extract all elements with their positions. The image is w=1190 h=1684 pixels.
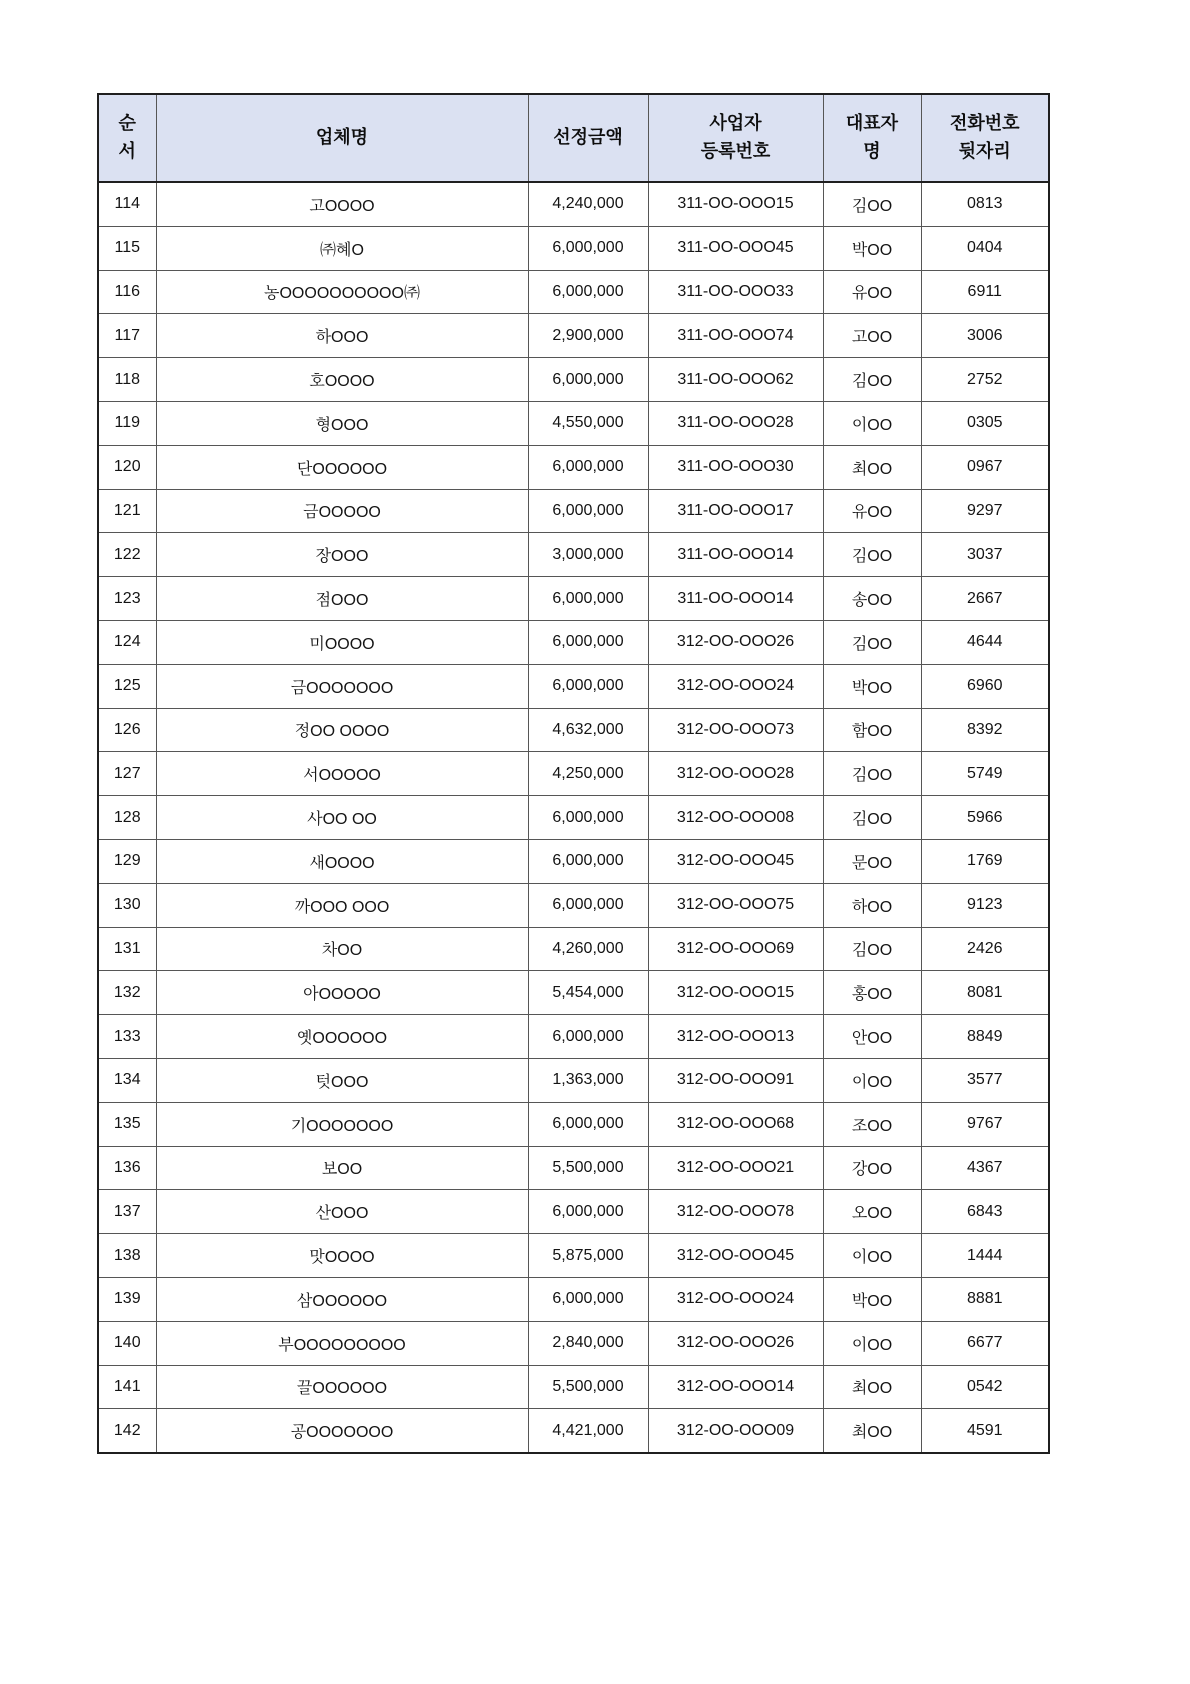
cell-seq: 128 (98, 796, 156, 840)
cell-amount: 5,454,000 (528, 971, 648, 1015)
cell-rep: 이OO (823, 1321, 921, 1365)
table-row (98, 971, 1049, 1015)
cell-rep: 이OO (823, 401, 921, 445)
cell-rep: 박OO (823, 226, 921, 270)
cell-name: 금OOOOO (156, 489, 528, 533)
cell-name: 보OO (156, 1146, 528, 1190)
cell-rep: 김OO (823, 182, 921, 226)
cell-reg: 311-OO-OOO28 (648, 401, 823, 445)
table-row (98, 1146, 1049, 1190)
table-row (98, 1015, 1049, 1059)
cell-phone: 2752 (921, 358, 1049, 402)
cell-phone: 3006 (921, 314, 1049, 358)
cell-rep: 문OO (823, 839, 921, 883)
cell-seq: 120 (98, 445, 156, 489)
cell-reg: 312-OO-OOO28 (648, 752, 823, 796)
cell-reg: 311-OO-OOO45 (648, 226, 823, 270)
table-row (98, 577, 1049, 621)
cell-name: 호OOOO (156, 358, 528, 402)
table-row (98, 1102, 1049, 1146)
cell-phone: 4367 (921, 1146, 1049, 1190)
table-row (98, 664, 1049, 708)
cell-rep: 김OO (823, 533, 921, 577)
cell-rep: 최OO (823, 445, 921, 489)
cell-name: 단OOOOOO (156, 445, 528, 489)
column-header-rep (823, 94, 921, 182)
cell-reg: 312-OO-OOO09 (648, 1409, 823, 1453)
cell-phone: 3037 (921, 533, 1049, 577)
table-row (98, 314, 1049, 358)
cell-amount: 6,000,000 (528, 270, 648, 314)
cell-reg: 311-OO-OOO62 (648, 358, 823, 402)
cell-name: 점OOO (156, 577, 528, 621)
cell-rep: 최OO (823, 1409, 921, 1453)
cell-name: 금OOOOOOO (156, 664, 528, 708)
cell-seq: 130 (98, 883, 156, 927)
cell-amount: 4,550,000 (528, 401, 648, 445)
cell-reg: 311-OO-OOO74 (648, 314, 823, 358)
cell-rep: 최OO (823, 1365, 921, 1409)
cell-name: 미OOOO (156, 620, 528, 664)
table-row (98, 708, 1049, 752)
cell-rep: 안OO (823, 1015, 921, 1059)
cell-name: 아OOOOO (156, 971, 528, 1015)
table-row (98, 1190, 1049, 1234)
cell-seq: 122 (98, 533, 156, 577)
table-row (98, 445, 1049, 489)
cell-reg: 312-OO-OOO14 (648, 1365, 823, 1409)
cell-seq: 133 (98, 1015, 156, 1059)
table-row (98, 883, 1049, 927)
cell-seq: 131 (98, 927, 156, 971)
cell-reg: 312-OO-OOO26 (648, 620, 823, 664)
cell-phone: 8881 (921, 1277, 1049, 1321)
cell-reg: 312-OO-OOO45 (648, 1234, 823, 1278)
table-row (98, 358, 1049, 402)
cell-reg: 312-OO-OOO08 (648, 796, 823, 840)
cell-rep: 박OO (823, 664, 921, 708)
column-header-rep-line: 명 (863, 141, 881, 161)
cell-seq: 141 (98, 1365, 156, 1409)
cell-reg: 311-OO-OOO14 (648, 533, 823, 577)
cell-reg: 311-OO-OOO15 (648, 182, 823, 226)
cell-seq: 124 (98, 620, 156, 664)
cell-phone: 3577 (921, 1058, 1049, 1102)
cell-amount: 6,000,000 (528, 883, 648, 927)
cell-phone: 4591 (921, 1409, 1049, 1453)
table-body (98, 182, 1049, 1453)
cell-name: 형OOO (156, 401, 528, 445)
column-header-rep-line: 대표자 (845, 113, 899, 134)
cell-rep: 김OO (823, 927, 921, 971)
cell-name: 하OOO (156, 314, 528, 358)
table-row (98, 533, 1049, 577)
cell-seq: 132 (98, 971, 156, 1015)
cell-reg: 312-OO-OOO13 (648, 1015, 823, 1059)
cell-seq: 135 (98, 1102, 156, 1146)
cell-name: 고OOOO (156, 182, 528, 226)
cell-reg: 312-OO-OOO24 (648, 664, 823, 708)
cell-amount: 6,000,000 (528, 577, 648, 621)
cell-phone: 0542 (921, 1365, 1049, 1409)
cell-rep: 김OO (823, 358, 921, 402)
cell-reg: 312-OO-OOO26 (648, 1321, 823, 1365)
cell-amount: 4,421,000 (528, 1409, 648, 1453)
cell-reg: 311-OO-OOO33 (648, 270, 823, 314)
cell-name: ㈜혜O (156, 226, 528, 270)
cell-name: 공OOOOOOO (156, 1409, 528, 1453)
cell-rep: 박OO (823, 1277, 921, 1321)
table-row (98, 620, 1049, 664)
column-header-reg (648, 94, 823, 182)
column-header-seq-line: 순 (118, 113, 136, 134)
table-row (98, 927, 1049, 971)
cell-phone: 9767 (921, 1102, 1049, 1146)
cell-name: 새OOOO (156, 839, 528, 883)
cell-name: 기OOOOOOO (156, 1102, 528, 1146)
cell-phone: 2667 (921, 577, 1049, 621)
cell-amount: 4,260,000 (528, 927, 648, 971)
cell-phone: 2426 (921, 927, 1049, 971)
cell-amount: 6,000,000 (528, 358, 648, 402)
cell-reg: 312-OO-OOO15 (648, 971, 823, 1015)
cell-rep: 하OO (823, 883, 921, 927)
cell-rep: 김OO (823, 796, 921, 840)
column-header-seq (98, 94, 156, 182)
cell-amount: 2,840,000 (528, 1321, 648, 1365)
column-header-reg-line: 등록번호 (700, 141, 771, 161)
cell-phone: 1444 (921, 1234, 1049, 1278)
cell-seq: 134 (98, 1058, 156, 1102)
cell-phone: 9297 (921, 489, 1049, 533)
cell-seq: 114 (98, 182, 156, 226)
cell-rep: 오OO (823, 1190, 921, 1234)
cell-phone: 6677 (921, 1321, 1049, 1365)
cell-name: 옛OOOOOO (156, 1015, 528, 1059)
header-row (98, 94, 1049, 182)
cell-amount: 6,000,000 (528, 1102, 648, 1146)
cell-seq: 115 (98, 226, 156, 270)
cell-amount: 6,000,000 (528, 664, 648, 708)
cell-seq: 118 (98, 358, 156, 402)
cell-phone: 0967 (921, 445, 1049, 489)
cell-name: 끌OOOOOO (156, 1365, 528, 1409)
cell-amount: 6,000,000 (528, 1190, 648, 1234)
cell-rep: 유OO (823, 270, 921, 314)
cell-seq: 129 (98, 839, 156, 883)
cell-name: 장OOO (156, 533, 528, 577)
cell-phone: 6843 (921, 1190, 1049, 1234)
cell-rep: 홍OO (823, 971, 921, 1015)
column-header-phone-line: 뒷자리 (958, 141, 1011, 161)
cell-phone: 1769 (921, 839, 1049, 883)
cell-rep: 이OO (823, 1058, 921, 1102)
cell-phone: 0813 (921, 182, 1049, 226)
cell-phone: 5749 (921, 752, 1049, 796)
cell-amount: 5,500,000 (528, 1365, 648, 1409)
cell-phone: 8849 (921, 1015, 1049, 1059)
table-header (98, 94, 1049, 182)
table-row (98, 1409, 1049, 1453)
cell-reg: 312-OO-OOO68 (648, 1102, 823, 1146)
cell-seq: 140 (98, 1321, 156, 1365)
table-row (98, 182, 1049, 226)
cell-seq: 126 (98, 708, 156, 752)
cell-rep: 김OO (823, 620, 921, 664)
column-header-name-line: 업체명 (315, 127, 369, 148)
cell-name: 사OO OO (156, 796, 528, 840)
cell-name: 맛OOOO (156, 1234, 528, 1278)
cell-rep: 송OO (823, 577, 921, 621)
cell-seq: 123 (98, 577, 156, 621)
cell-amount: 6,000,000 (528, 839, 648, 883)
cell-rep: 조OO (823, 1102, 921, 1146)
table-row (98, 226, 1049, 270)
cell-reg: 312-OO-OOO21 (648, 1146, 823, 1190)
table-row (98, 839, 1049, 883)
cell-name: 산OOO (156, 1190, 528, 1234)
cell-seq: 116 (98, 270, 156, 314)
column-header-amount-line: 선정금액 (553, 127, 623, 148)
cell-seq: 125 (98, 664, 156, 708)
cell-seq: 121 (98, 489, 156, 533)
cell-reg: 311-OO-OOO14 (648, 577, 823, 621)
cell-seq: 137 (98, 1190, 156, 1234)
cell-reg: 312-OO-OOO78 (648, 1190, 823, 1234)
cell-phone: 8392 (921, 708, 1049, 752)
cell-seq: 139 (98, 1277, 156, 1321)
cell-amount: 6,000,000 (528, 1277, 648, 1321)
column-header-phone (921, 94, 1049, 182)
cell-amount: 6,000,000 (528, 489, 648, 533)
cell-name: 부OOOOOOOOO (156, 1321, 528, 1365)
cell-phone: 5966 (921, 796, 1049, 840)
cell-amount: 5,500,000 (528, 1146, 648, 1190)
table-row (98, 1277, 1049, 1321)
cell-name: 서OOOOO (156, 752, 528, 796)
vendor-table-container (97, 93, 1050, 1454)
cell-reg: 312-OO-OOO75 (648, 883, 823, 927)
cell-amount: 3,000,000 (528, 533, 648, 577)
column-header-amount (528, 94, 648, 182)
table-row (98, 752, 1049, 796)
cell-rep: 고OO (823, 314, 921, 358)
cell-phone: 6960 (921, 664, 1049, 708)
cell-reg: 311-OO-OOO30 (648, 445, 823, 489)
cell-phone: 0404 (921, 226, 1049, 270)
table-row (98, 1365, 1049, 1409)
table-row (98, 401, 1049, 445)
cell-rep: 이OO (823, 1234, 921, 1278)
cell-amount: 5,875,000 (528, 1234, 648, 1278)
vendor-selection-table (97, 93, 1050, 1454)
table-row (98, 796, 1049, 840)
cell-seq: 136 (98, 1146, 156, 1190)
cell-amount: 6,000,000 (528, 445, 648, 489)
table-row (98, 489, 1049, 533)
cell-phone: 4644 (921, 620, 1049, 664)
cell-reg: 311-OO-OOO17 (648, 489, 823, 533)
cell-reg: 312-OO-OOO91 (648, 1058, 823, 1102)
table-row (98, 1234, 1049, 1278)
cell-seq: 127 (98, 752, 156, 796)
table-row (98, 1058, 1049, 1102)
cell-name: 삼OOOOOO (156, 1277, 528, 1321)
cell-name: 까OOO OOO (156, 883, 528, 927)
column-header-seq-line: 서 (118, 141, 136, 161)
cell-reg: 312-OO-OOO73 (648, 708, 823, 752)
column-header-name (156, 94, 528, 182)
cell-rep: 김OO (823, 752, 921, 796)
cell-name: 농OOOOOOOOOO㈜ (156, 270, 528, 314)
cell-reg: 312-OO-OOO24 (648, 1277, 823, 1321)
cell-amount: 4,240,000 (528, 182, 648, 226)
cell-name: 차OO (156, 927, 528, 971)
cell-rep: 유OO (823, 489, 921, 533)
cell-name: 텃OOO (156, 1058, 528, 1102)
cell-amount: 4,632,000 (528, 708, 648, 752)
cell-rep: 함OO (823, 708, 921, 752)
cell-amount: 6,000,000 (528, 1015, 648, 1059)
cell-reg: 312-OO-OOO69 (648, 927, 823, 971)
cell-phone: 8081 (921, 971, 1049, 1015)
cell-phone: 0305 (921, 401, 1049, 445)
column-header-reg-line: 사업자 (709, 113, 762, 134)
cell-phone: 6911 (921, 270, 1049, 314)
table-row (98, 1321, 1049, 1365)
cell-amount: 6,000,000 (528, 620, 648, 664)
table-row (98, 270, 1049, 314)
cell-phone: 9123 (921, 883, 1049, 927)
cell-seq: 119 (98, 401, 156, 445)
cell-name: 정OO OOOO (156, 708, 528, 752)
cell-amount: 6,000,000 (528, 226, 648, 270)
cell-seq: 117 (98, 314, 156, 358)
cell-amount: 4,250,000 (528, 752, 648, 796)
column-header-phone-line: 전화번호 (949, 113, 1020, 134)
cell-amount: 2,900,000 (528, 314, 648, 358)
cell-amount: 6,000,000 (528, 796, 648, 840)
cell-reg: 312-OO-OOO45 (648, 839, 823, 883)
cell-seq: 142 (98, 1409, 156, 1453)
cell-amount: 1,363,000 (528, 1058, 648, 1102)
cell-seq: 138 (98, 1234, 156, 1278)
cell-rep: 강OO (823, 1146, 921, 1190)
